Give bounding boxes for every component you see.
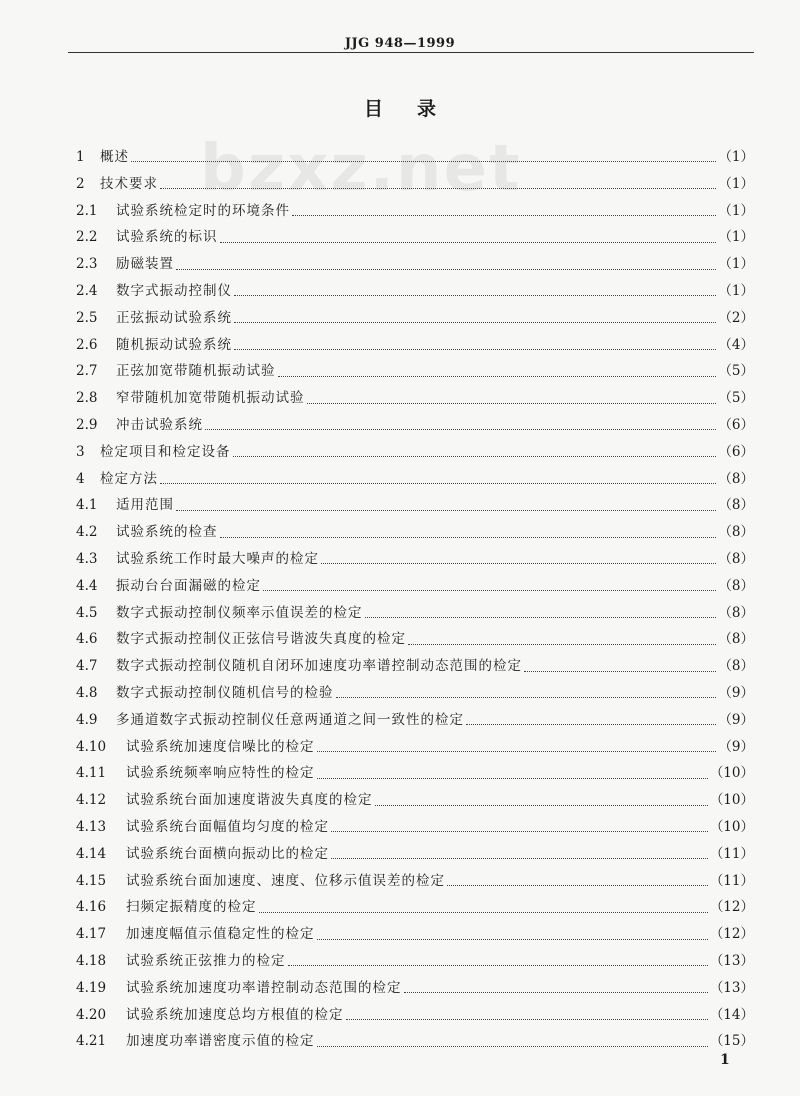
toc-entry-number: 2.9 [76,416,98,433]
toc-entry-number: 4.19 [76,979,107,996]
toc-entry-page: （2） [718,309,754,326]
toc-entry-number: 4.12 [76,792,107,809]
toc-entry-page: （8） [718,550,754,567]
toc-entry-title: 试验系统台面幅值均匀度的检定 [126,818,329,835]
toc-leader-dots [317,777,708,779]
page-title: 目录 [363,98,470,120]
toc-entry[interactable] [76,601,754,628]
toc-leader-dots [288,964,708,966]
toc-entry-title: 检定方法 [100,470,158,487]
toc-entry[interactable] [76,547,754,574]
toc-entry-title: 试验系统加速度总均方根值的检定 [126,1006,344,1023]
toc-entry-number: 2.5 [76,309,98,326]
toc-entry[interactable] [76,520,754,547]
toc-entry-page: （10） [709,792,754,809]
toc-leader-dots [263,589,716,591]
toc-entry-page: （6） [718,416,754,433]
toc-entry-title: 扫频定振精度的检定 [126,899,257,916]
toc-entry[interactable] [76,386,754,413]
toc-entry-number: 2.1 [76,202,98,219]
toc-leader-dots [404,991,708,993]
toc-leader-dots [131,160,716,162]
toc-entry-page: （12） [709,926,754,943]
toc-leader-dots [466,723,716,725]
toc-entry[interactable] [76,922,754,949]
toc-entry[interactable] [76,708,754,735]
toc-leader-dots [331,830,708,832]
toc-entry-title: 试验系统工作时最大噪声的检定 [116,550,319,567]
toc-leader-dots [307,402,717,404]
toc-entry-number: 4.14 [76,845,107,862]
toc-entry-title: 技术要求 [100,175,158,192]
toc-entry-title: 数字式振动控制仪 [116,282,232,299]
toc-entry-number: 2.7 [76,363,98,380]
toc-entry-title: 试验系统的检查 [116,524,218,541]
toc-entry-number: 4.13 [76,818,107,835]
toc-entry-title: 窄带随机加宽带随机振动试验 [116,390,305,407]
toc-leader-dots [233,455,717,457]
toc-entry-title: 试验系统的标识 [116,229,218,246]
toc-leader-dots [365,616,717,618]
toc-entry[interactable] [76,976,754,1003]
toc-leader-dots [176,268,716,270]
toc-entry[interactable] [76,627,754,654]
toc-leader-dots [317,750,717,752]
toc-entry-number: 4.9 [76,711,98,728]
toc-entry[interactable] [76,172,754,199]
toc-entry-number: 2.4 [76,282,98,299]
toc-leader-dots [205,428,716,430]
toc-entry-number: 4.11 [76,765,107,782]
toc-entry-page: （10） [709,818,754,835]
toc-entry-number: 2.8 [76,390,98,407]
toc-leader-dots [336,696,717,698]
toc-leader-dots [375,804,708,806]
toc-entry[interactable] [76,949,754,976]
toc-entry-title: 正弦振动试验系统 [116,309,232,326]
toc-entry[interactable] [76,1003,754,1030]
toc-leader-dots [160,482,716,484]
toc-entry-title: 试验系统加速度信噪比的检定 [126,738,315,755]
toc-entry-page: （6） [718,443,754,460]
toc-entry-page: （8） [718,470,754,487]
toc-entry[interactable] [76,761,754,788]
toc-entry-page: （8） [718,604,754,621]
toc-entry-page: （13） [709,952,754,969]
toc-entry-title: 冲击试验系统 [116,416,203,433]
standard-code: JJG 948—1999 [344,36,456,51]
toc-entry-page: （15） [709,1033,754,1050]
toc-leader-dots [317,1045,708,1047]
toc-entry[interactable] [76,1029,754,1056]
toc-entry-page: （1） [718,175,754,192]
toc-entry-page: （1） [718,202,754,219]
toc-entry-number: 4.16 [76,899,107,916]
toc-entry-page: （8） [718,497,754,514]
toc-entry-page: （5） [718,363,754,380]
toc-entry-page: （14） [709,1006,754,1023]
toc-entry-number: 4.18 [76,952,107,969]
toc-entry[interactable] [76,279,754,306]
toc-leader-dots [234,321,716,323]
toc-entry-page: （1） [718,256,754,273]
toc-leader-dots [234,294,716,296]
toc-entry[interactable] [76,225,754,252]
toc-entry-page: （1） [718,229,754,246]
toc-leader-dots [220,241,717,243]
toc-entry-number: 4.17 [76,926,107,943]
toc-entry-number: 4.15 [76,872,107,889]
toc-entry[interactable] [76,788,754,815]
toc-leader-dots [346,1018,708,1020]
toc-leader-dots [408,643,716,645]
toc-entry[interactable] [76,333,754,360]
toc-leader-dots [220,536,717,538]
watermark: bzxz.net [200,132,522,206]
toc-entry[interactable] [76,467,754,494]
toc-entry-title: 数字式振动控制仪正弦信号谐波失真度的检定 [116,631,406,648]
toc-entry-number: 4.4 [76,577,98,594]
toc-entry-title: 试验系统台面加速度、速度、位移示值误差的检定 [126,872,445,889]
toc-entry-title: 振动台台面漏磁的检定 [116,577,261,594]
toc-entry[interactable] [76,145,754,172]
toc-entry[interactable] [76,895,754,922]
toc-entry[interactable] [76,842,754,869]
toc-entry-page: （13） [709,979,754,996]
toc-entry-title: 随机振动试验系统 [116,336,232,353]
toc-entry-page: （5） [718,390,754,407]
toc-leader-dots [331,857,708,859]
toc-entry-title: 试验系统频率响应特性的检定 [126,765,315,782]
table-of-contents [76,145,754,1056]
toc-entry-title: 试验系统台面加速度谐波失真度的检定 [126,792,373,809]
toc-entry-title: 数字式振动控制仪频率示值误差的检定 [116,604,363,621]
toc-entry-number: 4.10 [76,738,107,755]
toc-entry[interactable] [76,413,754,440]
toc-entry-page: （9） [718,711,754,728]
toc-entry-page: （8） [718,658,754,675]
toc-leader-dots [160,187,716,189]
toc-entry-page: （8） [718,577,754,594]
toc-entry-number: 4.5 [76,604,98,621]
toc-leader-dots [176,509,716,511]
toc-entry-page: （4） [718,336,754,353]
toc-entry-title: 数字式振动控制仪随机信号的检验 [116,684,334,701]
toc-entry-title: 试验系统检定时的环境条件 [116,202,290,219]
toc-entry[interactable] [76,493,754,520]
toc-entry[interactable] [76,359,754,386]
toc-entry-number: 4.8 [76,684,98,701]
toc-entry-number: 2.6 [76,336,98,353]
toc-entry-page: （9） [718,684,754,701]
toc-entry-page: （12） [709,899,754,916]
toc-entry-title: 多通道数字式振动控制仪任意两通道之间一致性的检定 [116,711,464,728]
toc-entry-number: 2.3 [76,256,98,273]
toc-entry-number: 2 [76,175,85,192]
toc-entry-title: 数字式振动控制仪随机自闭环加速度功率谱控制动态范围的检定 [116,658,522,675]
toc-entry-page: （9） [718,738,754,755]
toc-entry[interactable] [76,199,754,226]
toc-leader-dots [278,375,717,377]
toc-entry-page: （8） [718,524,754,541]
toc-leader-dots [321,562,716,564]
toc-entry[interactable] [76,681,754,708]
toc-entry-title: 概述 [100,149,129,165]
toc-entry-page: （11） [709,872,754,889]
toc-entry-title: 正弦加宽带随机振动试验 [116,363,276,380]
toc-entry-title: 试验系统加速度功率谱控制动态范围的检定 [126,979,402,996]
toc-entry-title: 检定项目和检定设备 [100,443,231,460]
toc-entry-number: 3 [76,443,85,460]
toc-leader-dots [259,911,708,913]
header-rule [68,52,754,53]
toc-entry-number: 4.20 [76,1006,107,1023]
toc-entry-number: 1 [76,149,85,165]
toc-entry[interactable] [76,869,754,896]
toc-entry-number: 4.2 [76,524,98,541]
toc-entry-number: 4.21 [76,1033,107,1050]
toc-entry-number: 4.6 [76,631,98,648]
toc-entry[interactable] [76,574,754,601]
toc-leader-dots [292,214,716,216]
toc-entry-title: 适用范围 [116,497,174,514]
toc-entry[interactable] [76,815,754,842]
toc-entry-number: 4.1 [76,497,98,514]
toc-entry-number: 2.2 [76,229,98,246]
running-header [0,36,800,56]
toc-leader-dots [234,348,716,350]
toc-entry-number: 4.3 [76,550,98,567]
toc-entry-number: 4 [76,470,85,487]
toc-entry-page: （8） [718,631,754,648]
toc-leader-dots [317,938,708,940]
toc-entry-page: （1） [718,149,754,165]
toc-entry[interactable] [76,654,754,681]
toc-entry[interactable] [76,306,754,333]
toc-entry[interactable] [76,252,754,279]
toc-entry-page: （1） [718,282,754,299]
toc-leader-dots [524,670,716,672]
toc-entry-number: 4.7 [76,658,98,675]
toc-leader-dots [447,884,708,886]
toc-entry[interactable] [76,440,754,467]
toc-entry-title: 试验系统台面横向振动比的检定 [126,845,329,862]
toc-entry-title: 励磁装置 [116,256,174,273]
toc-entry-page: （10） [709,765,754,782]
toc-entry-title: 加速度幅值示值稳定性的检定 [126,926,315,943]
toc-entry-page: （11） [709,845,754,862]
toc-entry-title: 试验系统正弦推力的检定 [126,952,286,969]
page-number: 1 [720,1052,730,1068]
toc-entry-title: 加速度功率谱密度示值的检定 [126,1033,315,1050]
toc-entry[interactable] [76,735,754,762]
